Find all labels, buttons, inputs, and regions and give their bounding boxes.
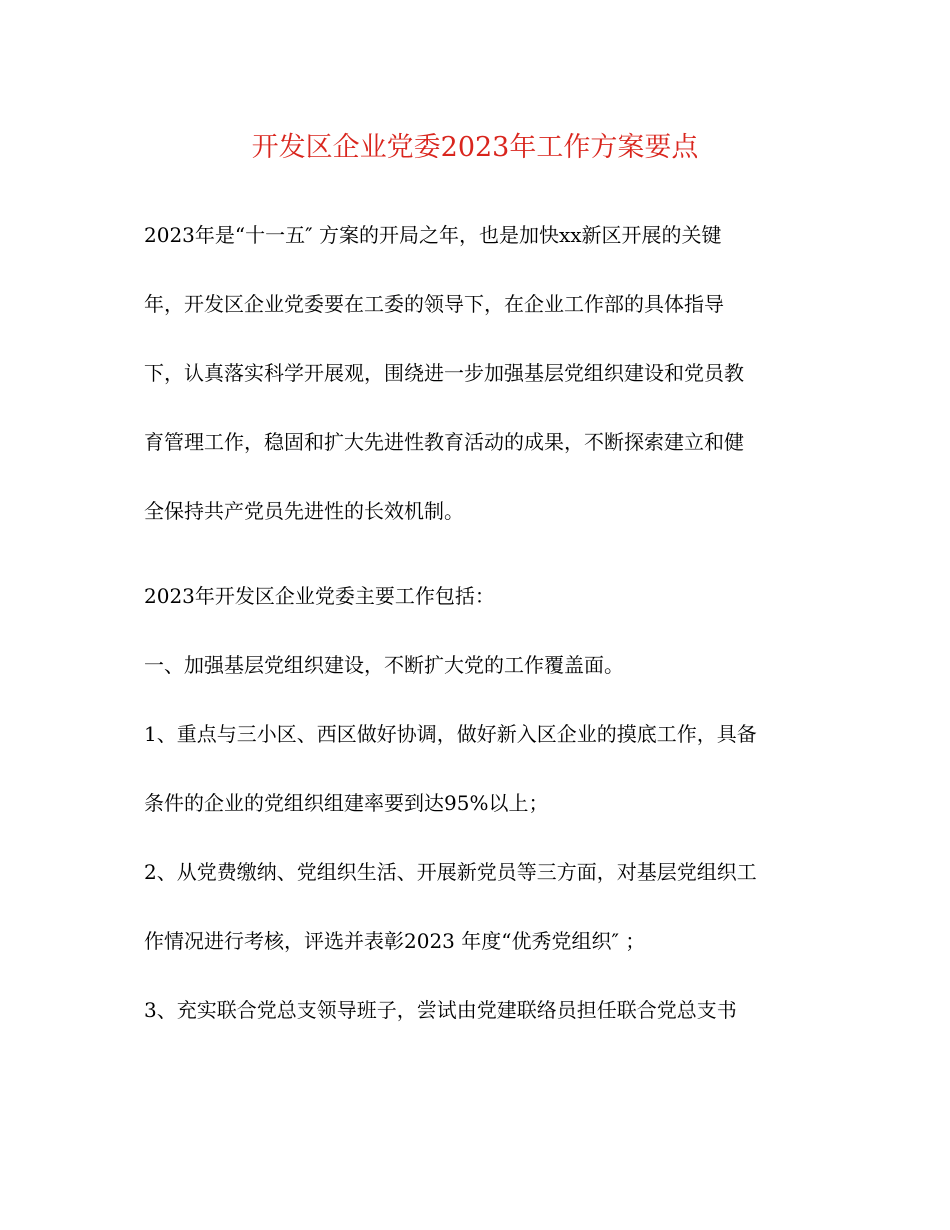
list-item-line: 1、重点与三小区、西区做好协调，做好新入区企业的摸底工作，具备 [144, 722, 757, 746]
paragraph-line: 年，开发区企业党委要在工委的领导下，在企业工作部的具体指导 [144, 292, 724, 316]
paragraph-line: 下，认真落实科学开展观，围绕进一步加强基层党组织建设和党员教 [144, 361, 744, 385]
list-item-line: 2、从党费缴纳、党组织生活、开展新党员等三方面，对基层党组织工 [144, 860, 757, 884]
paragraph-line: 育管理工作，稳固和扩大先进性教育活动的成果，不断探索建立和健 [144, 430, 744, 454]
section-heading: 一、加强基层党组织建设，不断扩大党的工作覆盖面。 [144, 653, 624, 677]
list-item-line: 作情况进行考核，评选并表彰2023 年度“优秀党组织″ ； [144, 929, 646, 953]
list-item-line: 条件的企业的党组织组建率要到达95%以上； [144, 791, 549, 815]
paragraph-line: 2023年开发区企业党委主要工作包括： [144, 584, 495, 608]
paragraph-line: 全保持共产党员先进性的长效机制。 [144, 499, 464, 523]
list-item-line: 3、充实联合党总支领导班子，尝试由党建联络员担任联合党总支书 [144, 998, 737, 1022]
document-title: 开发区企业党委2023年工作方案要点 [251, 132, 699, 163]
paragraph-line: 2023年是“十一五″ 方案的开局之年，也是加快xx新区开展的关键 [144, 223, 722, 247]
